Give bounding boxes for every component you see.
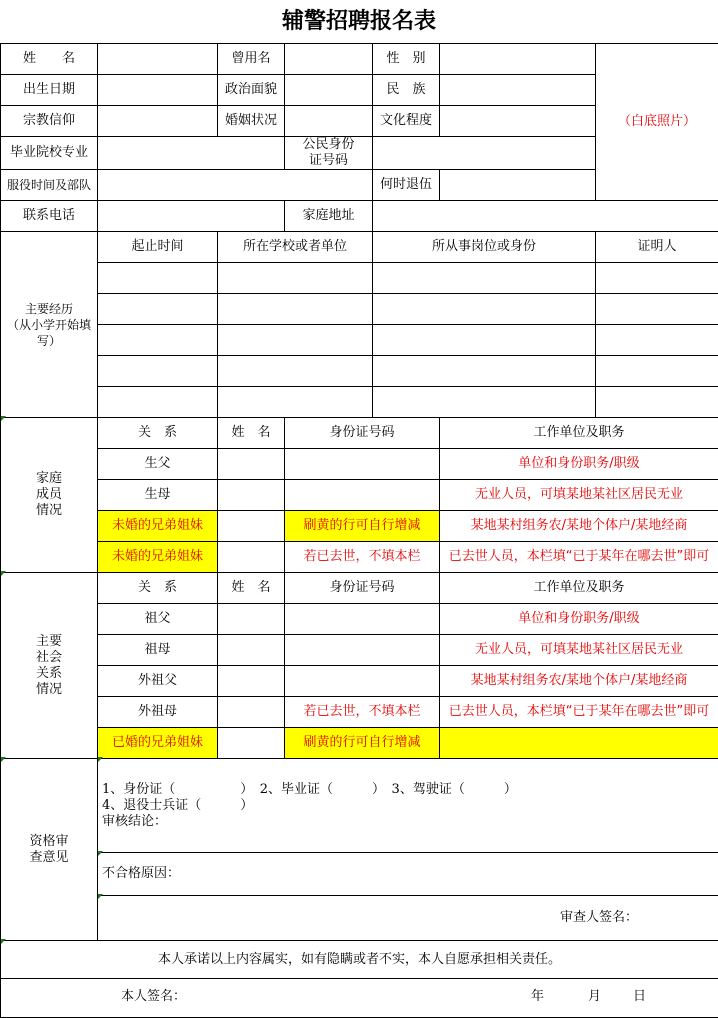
- marriage-field[interactable]: [285, 106, 373, 137]
- social-row: [1, 728, 718, 759]
- experience-witness-cell[interactable]: [596, 263, 718, 294]
- relation-cell: 祖母: [98, 635, 218, 666]
- gender-field[interactable]: [440, 44, 596, 75]
- relation-cell: 生父: [98, 449, 218, 480]
- religion-field[interactable]: [98, 106, 218, 137]
- politics-field[interactable]: [285, 75, 373, 106]
- family-work-cell[interactable]: 某地某村组务农/某地个体户/某地经商: [440, 511, 718, 542]
- experience-header-time: 起止时间: [98, 232, 218, 263]
- applicant-signature-label: 本人签名：: [121, 989, 186, 1005]
- experience-position-cell[interactable]: [373, 325, 596, 356]
- social-work-cell[interactable]: 已去世人员，本栏填“已于某年在哪去世”即可: [440, 697, 718, 728]
- applicant-signature-row[interactable]: [1, 979, 718, 1018]
- social-header-name: 姓 名: [218, 573, 285, 604]
- experience-header-unit: 所在学校或者单位: [218, 232, 373, 263]
- social-row: [1, 666, 718, 697]
- politics-label: 政治面貌: [218, 75, 285, 106]
- family-header-relation: 关 系: [98, 418, 218, 449]
- experience-section-label: 主要经历 （从小学开始填 写）: [1, 232, 98, 418]
- experience-header-position: 所从事岗位或身份: [373, 232, 596, 263]
- veteran-certificate: 4、退役士兵证（ ）: [102, 798, 718, 814]
- cell-comment-marker: [1, 939, 6, 944]
- month-label: 月: [588, 989, 601, 1005]
- social-work-cell[interactable]: [440, 728, 718, 759]
- relation-cell: 已婚的兄弟姐妹: [98, 728, 218, 759]
- experience-unit-cell[interactable]: [218, 325, 373, 356]
- social-header-work: 工作单位及职务: [440, 573, 718, 604]
- social-name-cell[interactable]: [218, 635, 285, 666]
- family-section-label: 家庭 成员 情况: [1, 418, 98, 573]
- form-title: 辅警招聘报名表: [0, 0, 718, 43]
- birth-field[interactable]: [98, 75, 218, 106]
- fail-reason-field[interactable]: [98, 853, 718, 896]
- family-name-cell[interactable]: [218, 480, 285, 511]
- family-id-cell[interactable]: 刷黄的行可自行增减: [285, 511, 440, 542]
- experience-row: [1, 294, 718, 325]
- experience-position-cell[interactable]: [373, 387, 596, 418]
- experience-time-cell[interactable]: [98, 356, 218, 387]
- school-label: 毕业院校专业: [1, 137, 98, 170]
- qualification-checklist[interactable]: [98, 759, 718, 853]
- experience-position-cell[interactable]: [373, 294, 596, 325]
- service-label: 服役时间及部队: [1, 170, 98, 201]
- experience-header-witness: 证明人: [596, 232, 718, 263]
- cell-comment-marker: [1, 757, 6, 762]
- experience-witness-cell[interactable]: [596, 356, 718, 387]
- experience-row: [1, 263, 718, 294]
- experience-row: [1, 325, 718, 356]
- social-row: [1, 604, 718, 635]
- social-name-cell[interactable]: [218, 604, 285, 635]
- social-name-cell[interactable]: [218, 666, 285, 697]
- address-field[interactable]: [373, 201, 718, 232]
- experience-witness-cell[interactable]: [596, 387, 718, 418]
- experience-time-cell[interactable]: [98, 294, 218, 325]
- social-header-id: 身份证号码: [285, 573, 440, 604]
- retire-label: 何时退伍: [373, 170, 440, 201]
- experience-time-cell[interactable]: [98, 263, 218, 294]
- family-row: [1, 511, 718, 542]
- experience-time-cell[interactable]: [98, 325, 218, 356]
- religion-label: 宗教信仰: [1, 106, 98, 137]
- social-name-cell[interactable]: [218, 697, 285, 728]
- experience-position-cell[interactable]: [373, 263, 596, 294]
- address-label: 家庭地址: [285, 201, 373, 232]
- day-label: 日: [633, 989, 646, 1005]
- family-name-cell[interactable]: [218, 511, 285, 542]
- social-id-cell[interactable]: [285, 604, 440, 635]
- social-work-cell[interactable]: 无业人员，可填某地某社区居民无业: [440, 635, 718, 666]
- certificate-checklist: 1、身份证（ ） 2、毕业证（ ） 3、驾驶证（ ）: [102, 782, 718, 798]
- reviewer-signature-field[interactable]: [98, 896, 718, 941]
- family-header-name: 姓 名: [218, 418, 285, 449]
- cell-comment-marker: [98, 894, 103, 899]
- retire-field[interactable]: [440, 170, 596, 201]
- cell-comment-marker: [1, 571, 6, 576]
- family-header-id: 身份证号码: [285, 418, 440, 449]
- cell-comment-marker: [98, 757, 103, 762]
- relation-cell: 未婚的兄弟姐妹: [98, 542, 218, 573]
- family-header-work: 工作单位及职务: [440, 418, 718, 449]
- family-work-cell[interactable]: 单位和身份职务/职级: [440, 449, 718, 480]
- cell-comment-marker: [98, 851, 103, 856]
- social-id-cell[interactable]: [285, 666, 440, 697]
- birth-label: 出生日期: [1, 75, 98, 106]
- family-row: [1, 542, 718, 573]
- experience-time-cell[interactable]: [98, 387, 218, 418]
- experience-unit-cell[interactable]: [218, 263, 373, 294]
- experience-unit-cell[interactable]: [218, 294, 373, 325]
- experience-unit-cell[interactable]: [218, 387, 373, 418]
- social-work-cell[interactable]: 单位和身份职务/职级: [440, 604, 718, 635]
- social-row: [1, 635, 718, 666]
- family-row: [1, 480, 718, 511]
- former-name-label: 曾用名: [218, 44, 285, 75]
- ethnicity-label: 民 族: [373, 75, 440, 106]
- social-header-relation: 关 系: [98, 573, 218, 604]
- name-label: 姓 名: [1, 44, 98, 75]
- registration-form: [0, 43, 718, 1018]
- family-work-cell[interactable]: 无业人员，可填某地某社区居民无业: [440, 480, 718, 511]
- social-name-cell[interactable]: [218, 728, 285, 759]
- gender-label: 性 别: [373, 44, 440, 75]
- family-id-cell[interactable]: [285, 480, 440, 511]
- reviewer-signature-label: 审查人签名：: [560, 910, 638, 925]
- phone-label: 联系电话: [1, 201, 98, 232]
- relation-cell: 外祖父: [98, 666, 218, 697]
- ethnicity-field[interactable]: [440, 75, 596, 106]
- family-id-cell[interactable]: [285, 449, 440, 480]
- social-row: [1, 697, 718, 728]
- id-number-label: 公民身份 证号码: [285, 137, 373, 170]
- experience-witness-cell[interactable]: [596, 325, 718, 356]
- experience-row: [1, 356, 718, 387]
- social-section-label: 主要 社会 关系 情况: [1, 573, 98, 759]
- relation-cell: 外祖母: [98, 697, 218, 728]
- relation-cell: 生母: [98, 480, 218, 511]
- review-conclusion-label: 审核结论：: [102, 814, 718, 830]
- id-number-field[interactable]: [373, 137, 596, 170]
- phone-field[interactable]: [98, 201, 285, 232]
- social-id-cell[interactable]: 若已去世，不填本栏: [285, 697, 440, 728]
- year-label: 年: [531, 989, 544, 1005]
- qualification-label: 资格审 查意见: [1, 759, 98, 941]
- cell-comment-marker: [1, 416, 6, 421]
- family-id-cell[interactable]: 若已去世，不填本栏: [285, 542, 440, 573]
- family-name-cell[interactable]: [218, 449, 285, 480]
- photo-box[interactable]: （白底照片）: [596, 44, 718, 201]
- service-field[interactable]: [98, 170, 373, 201]
- experience-position-cell[interactable]: [373, 356, 596, 387]
- education-field[interactable]: [440, 106, 596, 137]
- relation-cell: 祖父: [98, 604, 218, 635]
- social-work-cell[interactable]: 某地某村组务农/某地个体户/某地经商: [440, 666, 718, 697]
- school-field[interactable]: [98, 137, 285, 170]
- fail-reason-label: 不合格原因：: [102, 866, 180, 881]
- marriage-label: 婚姻状况: [218, 106, 285, 137]
- family-name-cell[interactable]: [218, 542, 285, 573]
- pledge-statement: 本人承诺以上内容属实，如有隐瞒或者不实，本人自愿承担相关责任。: [1, 941, 718, 979]
- experience-witness-cell[interactable]: [596, 294, 718, 325]
- experience-row: [1, 387, 718, 418]
- name-field[interactable]: [98, 44, 218, 75]
- social-id-cell[interactable]: [285, 635, 440, 666]
- education-label: 文化程度: [373, 106, 440, 137]
- experience-unit-cell[interactable]: [218, 356, 373, 387]
- relation-cell: 未婚的兄弟姐妹: [98, 511, 218, 542]
- family-work-cell[interactable]: 已去世人员，本栏填“已于某年在哪去世”即可: [440, 542, 718, 573]
- former-name-field[interactable]: [285, 44, 373, 75]
- social-id-cell[interactable]: 刷黄的行可自行增减: [285, 728, 440, 759]
- family-row: [1, 449, 718, 480]
